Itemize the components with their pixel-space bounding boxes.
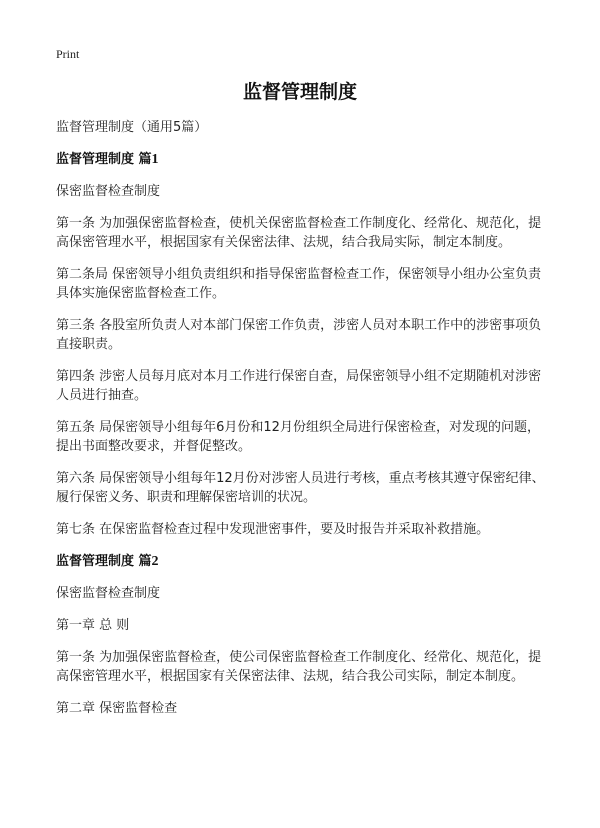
print-link[interactable]: Print <box>56 47 80 61</box>
paragraph: 保密监督检查制度 <box>56 184 161 199</box>
document-title: 监督管理制度 <box>242 81 357 103</box>
paragraph: 第二章 保密监督检查 <box>56 701 178 716</box>
document-subtitle: 监督管理制度（通用5篇） <box>56 120 208 135</box>
paragraph: 保密监督检查制度 <box>56 586 161 601</box>
document-body <box>56 118 548 731</box>
paragraph: 第二条局 保密领导小组负责组织和指导保密监督检查工作，保密领导小组办公室负责具体实施保密监督检查工作。 <box>56 267 542 301</box>
paragraph: 第四条 涉密人员每月底对本月工作进行保密自查，局保密领导小组不定期随机对涉密人员进行抽查。 <box>56 369 542 403</box>
paragraph: 第一条 为加强保密监督检查，使公司保密监督检查工作制度化、经常化、规范化，提高保密管理水平，根据国家有关保密法律、法规，结合我公司实际，制定本制度。 <box>56 650 542 684</box>
paragraph: 第六条 局保密领导小组每年12月份对涉密人员进行考核，重点考核其遵守保密纪律、履行保密义务、职责和理解保密培训的状况。 <box>56 471 545 505</box>
paragraph: 第一条 为加强保密监督检查，使机关保密监督检查工作制度化、经常化、规范化，提高保密管理水平，根据国家有关保密法律、法规，结合我局实际，制定本制度。 <box>56 216 542 250</box>
paragraph: 第一章 总 则 <box>56 618 130 633</box>
paragraph: 第五条 局保密领导小组每年6月份和12月份组织全局进行保密检查，对发现的问题，提出书面整改要求，并督促整改。 <box>56 420 540 454</box>
section-heading: 监督管理制度 篇1 <box>56 152 159 167</box>
paragraph: 第三条 各股室所负责人对本部门保密工作负责，涉密人员对本职工作中的涉密事项负直接职责。 <box>56 318 542 352</box>
section-heading: 监督管理制度 篇2 <box>56 554 159 569</box>
paragraph: 第七条 在保密监督检查过程中发现泄密事件，要及时报告并采取补救措施。 <box>56 522 490 537</box>
